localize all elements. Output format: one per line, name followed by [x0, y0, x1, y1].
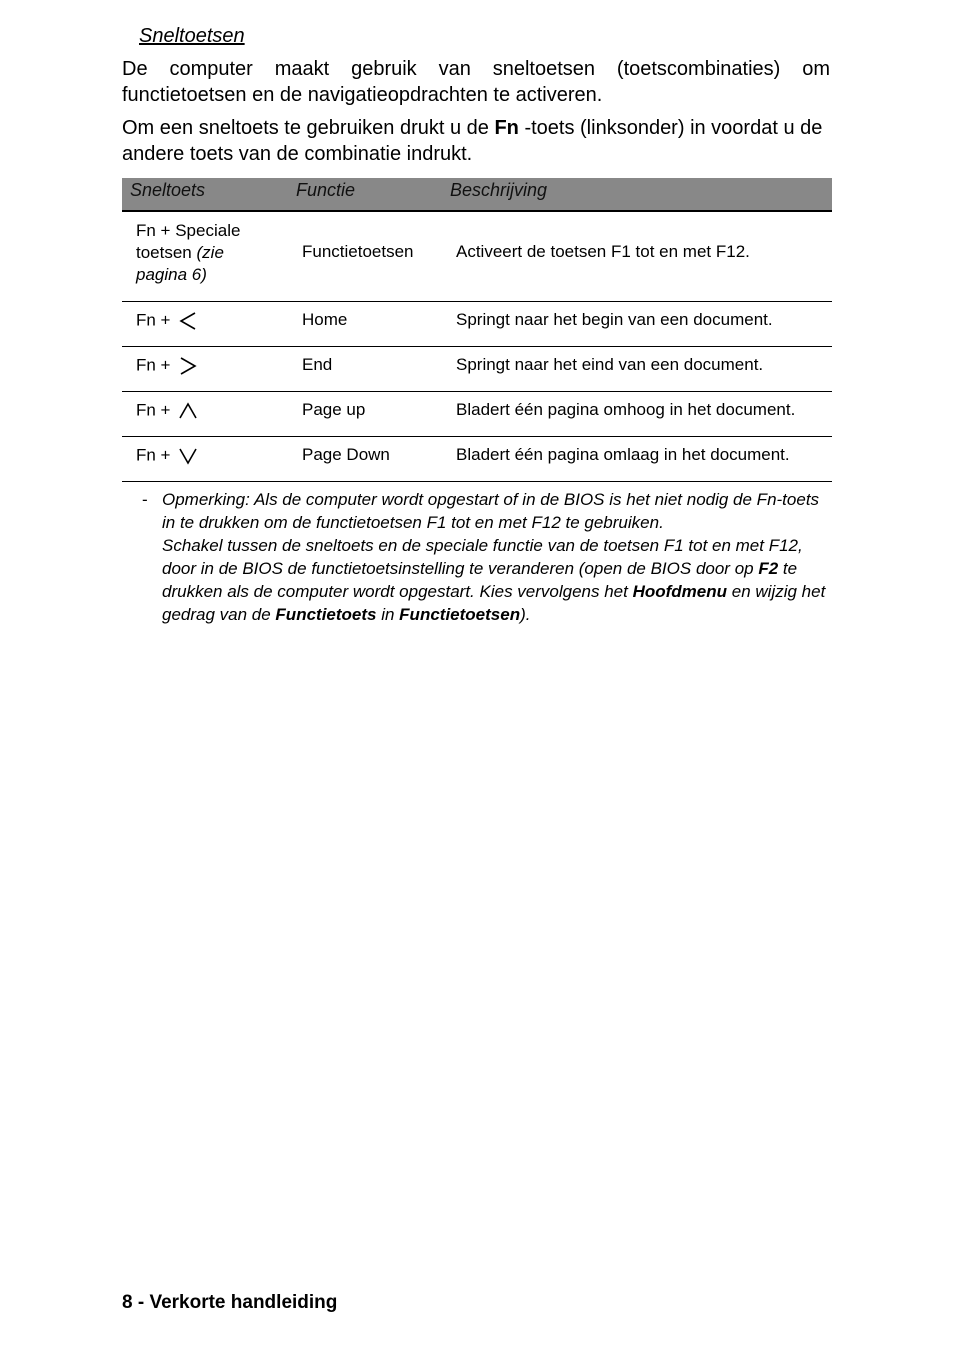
function-cell: Functietoetsen	[302, 242, 414, 261]
functietoets-label: Functietoets	[275, 605, 377, 624]
hotkey-text: Fn + Speciale toetsen	[136, 221, 241, 262]
usage-paragraph	[122, 115, 830, 167]
section-heading: Sneltoetsen	[139, 25, 245, 47]
intro-paragraph: De computer maakt gebruik van sneltoetsen (toetscombinaties) om functietoetsen en de navigatieopdrachten te activeren.	[122, 58, 830, 106]
header-function: Functie	[296, 180, 356, 200]
hotkey-table	[122, 178, 832, 482]
description-cell: Activeert de toetsen F1 tot en met F12.	[456, 242, 750, 261]
hotkey-prefix: Fn +	[136, 355, 171, 375]
right-chevron-icon	[177, 355, 199, 377]
description-cell: Bladert één pagina omlaag in het document.	[456, 445, 790, 464]
note-text: te drukken als de computer wordt opgestart. Kies vervolgens het	[162, 559, 798, 601]
function-cell: Home	[302, 310, 348, 329]
hotkey-cell	[136, 400, 199, 422]
usage-text-after: -toets (linksonder) in voordat u de andere toets van de combinatie indrukt.	[122, 117, 823, 165]
hotkey-cell	[136, 445, 199, 467]
note-line-2	[162, 534, 832, 626]
note-text: in	[376, 605, 400, 624]
hotkey-cell	[136, 220, 276, 286]
description-cell: Springt naar het eind van een document.	[456, 355, 764, 374]
up-chevron-icon	[177, 400, 199, 422]
header-hotkey: Sneltoets	[130, 180, 206, 200]
left-chevron-icon	[177, 310, 199, 332]
table-row	[122, 212, 832, 302]
description-cell: Springt naar het begin van een document.	[456, 310, 773, 329]
fn-key-label: Fn	[494, 117, 519, 139]
page-reference: (zie pagina 6)	[136, 243, 224, 284]
f2-key-label: F2	[758, 559, 779, 578]
function-cell: Page Down	[302, 445, 390, 464]
table-header	[122, 178, 832, 212]
note-text: en wijzig het gedrag van de	[162, 582, 826, 624]
hotkey-cell	[136, 355, 199, 377]
hotkey-cell	[136, 310, 199, 332]
note-bullet: -	[142, 490, 148, 509]
functietoetsen-label: Functietoetsen	[399, 605, 521, 624]
page-footer: 8 - Verkorte handleiding	[122, 1292, 338, 1313]
note-text: Schakel tussen de sneltoets en de speciale functie van de toetsen F1 tot en met F12, door in de BIOS de functietoetsinstelling te veranderen (open de BIOS door op	[162, 536, 803, 578]
note	[142, 488, 832, 626]
table-row	[122, 437, 832, 482]
description-cell: Bladert één pagina omhoog in het document.	[456, 400, 796, 419]
down-chevron-icon	[177, 445, 199, 467]
hotkey-prefix: Fn +	[136, 400, 171, 420]
usage-text-before: Om een sneltoets te gebruiken drukt u de	[122, 117, 495, 139]
hotkey-prefix: Fn +	[136, 445, 171, 465]
function-cell: Page up	[302, 400, 366, 419]
note-line-1: Opmerking: Als de computer wordt opgestart of in de BIOS is het niet nodig de Fn-toets in te drukken om de functietoetsen F1 tot en met F12 te gebruiken.	[162, 490, 820, 532]
table-row	[122, 302, 832, 347]
hoofdmenu-label: Hoofdmenu	[632, 582, 728, 601]
table-row	[122, 347, 832, 392]
function-cell: End	[302, 355, 333, 374]
table-row	[122, 392, 832, 437]
note-body	[162, 488, 832, 626]
hotkey-prefix: Fn +	[136, 310, 171, 330]
header-description: Beschrijving	[450, 180, 548, 200]
note-text: ).	[520, 605, 531, 624]
